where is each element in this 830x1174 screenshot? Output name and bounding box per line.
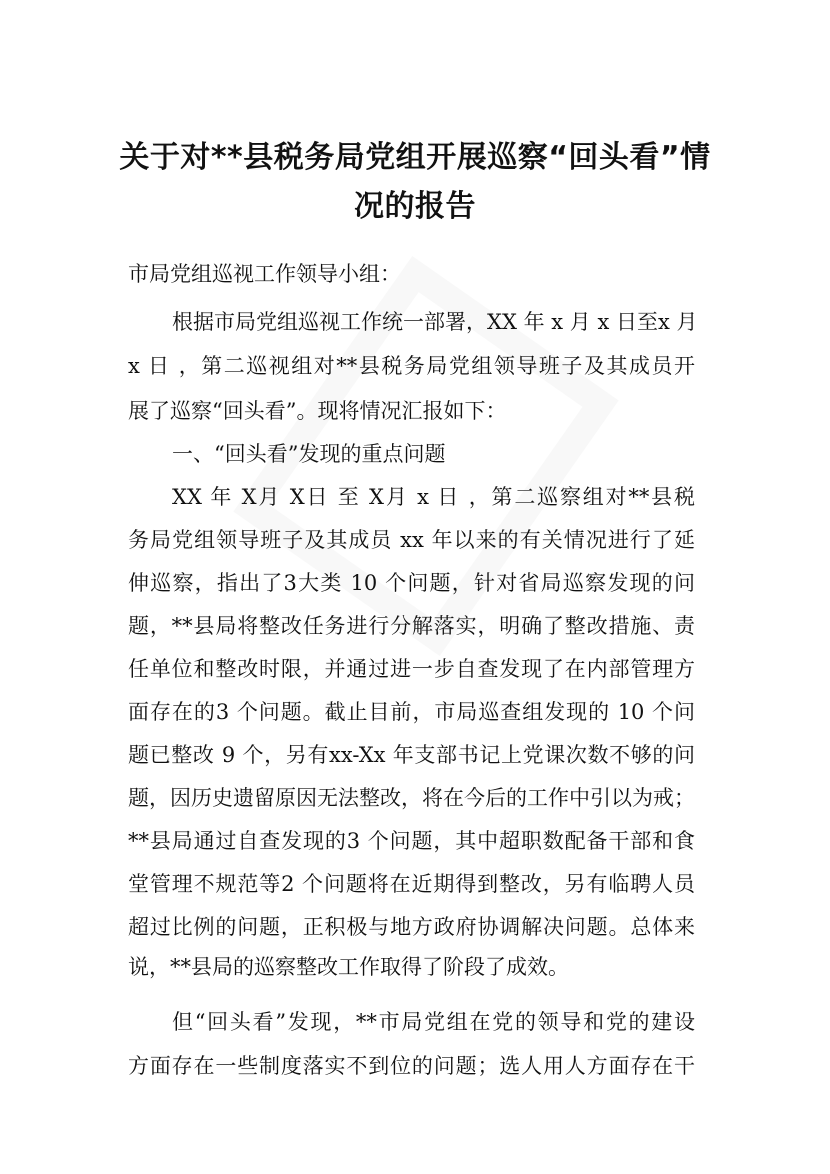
paragraph-line: 根据市局党组巡视工作统一部署，XX 年 x 月 x 日至x 月	[172, 310, 698, 334]
paragraph-line: 但“回头看”发现，**市局党组在党的领导和党的建设	[172, 1010, 695, 1034]
document-title-line-2: 况的报告	[354, 189, 476, 224]
document-title-line-1: 关于对**县税务局党组开展巡察“回头看”情	[119, 140, 711, 175]
paragraph-line: 题已整改 9 个，另有xx-Xx 年支部书记上党课次数不够的问	[128, 743, 695, 767]
paragraph-line: XX 年 X月 X日 至 X月 x 日 ，第二巡察组对**县税	[172, 485, 695, 509]
paragraph-line: 方面存在一些制度落实不到位的问题；选人用人方面存在干	[128, 1054, 695, 1078]
paragraph-line: **县局通过自查发现的3 个问题，其中超职数配备干部和食	[128, 829, 695, 853]
paragraph-line: 务局党组领导班子及其成员 xx 年以来的有关情况进行了延	[128, 528, 695, 552]
paragraph-line: 任单位和整改时限，并通过进一步自查发现了在内部管理方	[128, 657, 695, 681]
paragraph-line: 题，因历史遗留原因无法整改，将在今后的工作中引以为戒；	[128, 786, 695, 810]
paragraph-line: 堂管理不规范等2 个问题将在近期得到整改，另有临聘人员	[128, 872, 695, 896]
paragraph-line: 一、“回头看”发现的重点问题	[172, 442, 446, 466]
paragraph-line: 题，**县局将整改任务进行分解落实，明确了整改措施、责	[128, 614, 695, 638]
paragraph-line: 展了巡察“回头看”。现将情况汇报如下：	[128, 399, 507, 423]
paragraph-line: 超过比例的问题，正积极与地方政府协调解决问题。总体来	[128, 915, 695, 939]
paragraph-line: 说，**县局的巡察整改工作取得了阶段了成效。	[128, 955, 569, 979]
paragraph-line: 市局党组巡视工作领导小组：	[128, 262, 401, 286]
paragraph-line: 伸巡察，指出了3大类 10 个问题，针对省局巡察发现的问	[128, 571, 695, 595]
paragraph-line: x 日 ，第二巡视组对**县税务局党组领导班子及其成员开	[128, 354, 695, 378]
paragraph-line: 面存在的3 个问题。截止目前，市局巡查组发现的 10 个问	[128, 700, 695, 724]
